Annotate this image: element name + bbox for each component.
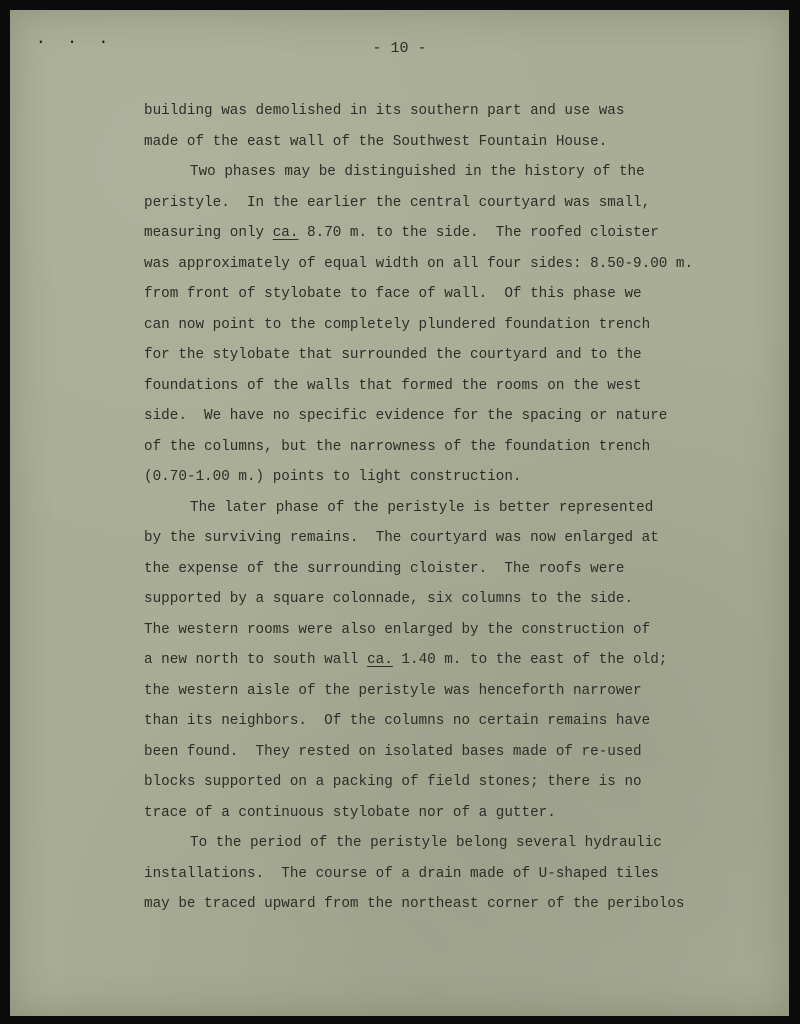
line-segment: building was demolished in its southern part and use was bbox=[144, 103, 625, 119]
line-segment: foundations of the walls that formed the rooms on the west bbox=[144, 377, 642, 394]
line-segment: made of the east wall of the Southwest Fountain House. bbox=[144, 133, 608, 150]
text-line bbox=[144, 96, 784, 127]
text-line bbox=[144, 828, 784, 859]
line-segment: blocks supported on a packing of field stones; there is no bbox=[144, 774, 642, 790]
text-line bbox=[144, 767, 784, 798]
line-segment: may be traced upward from the northeast corner of the peribolos bbox=[144, 896, 685, 912]
line-segment: the expense of the surrounding cloister. The roofs were bbox=[144, 560, 625, 577]
line-segment: can now point to the completely plundered foundation trench bbox=[144, 316, 651, 333]
underlined-abbreviation: ca. bbox=[367, 652, 393, 668]
corner-marks: . . . bbox=[36, 28, 115, 47]
line-segment: by the surviving remains. The courtyard was now enlarged at bbox=[144, 530, 659, 546]
line-segment: The later phase of the peristyle is better represented bbox=[190, 499, 654, 516]
body-text bbox=[144, 96, 784, 920]
line-segment: than its neighbors. Of the columns no certain remains have bbox=[144, 713, 651, 729]
text-line bbox=[144, 645, 784, 676]
text-line bbox=[144, 889, 784, 920]
text-line bbox=[144, 249, 784, 280]
typewritten-page bbox=[10, 10, 789, 1016]
text-line bbox=[144, 706, 784, 737]
line-segment: 1.40 m. to the east of the old; bbox=[392, 652, 668, 668]
line-segment: the western aisle of the peristyle was henceforth narrower bbox=[144, 682, 642, 699]
text-line bbox=[144, 584, 784, 615]
text-line bbox=[144, 615, 784, 646]
page-number: - 10 - bbox=[372, 40, 427, 57]
text-line bbox=[144, 737, 784, 768]
line-segment: installations. The course of a drain made of U-shaped tiles bbox=[144, 865, 659, 882]
text-line bbox=[144, 127, 784, 158]
text-line bbox=[144, 432, 784, 463]
text-line bbox=[144, 462, 784, 493]
text-line bbox=[144, 340, 784, 371]
underlined-abbreviation: ca. bbox=[272, 225, 299, 241]
line-segment: measuring only bbox=[144, 225, 273, 241]
line-segment: a new north to south wall bbox=[144, 652, 368, 668]
line-segment: To the period of the peristyle belong several hydraulic bbox=[190, 835, 662, 851]
line-segment: from front of stylobate to face of wall. Of this phase we bbox=[144, 286, 642, 302]
text-line bbox=[144, 371, 784, 402]
text-line bbox=[144, 279, 784, 310]
line-segment: for the stylobate that surrounded the courtyard and to the bbox=[144, 347, 642, 363]
line-segment: (0.70-1.00 m.) points to light construction. bbox=[144, 469, 522, 485]
text-line bbox=[144, 218, 784, 249]
line-segment: supported by a square colonnade, six columns to the side. bbox=[144, 591, 634, 607]
text-line bbox=[144, 676, 784, 707]
line-segment: trace of a continuous stylobate nor of a gutter. bbox=[144, 804, 556, 821]
line-segment: The western rooms were also enlarged by the construction of bbox=[144, 621, 651, 638]
text-line bbox=[144, 157, 784, 188]
line-segment: was approximately of equal width on all four sides: 8.50-9.00 m. bbox=[144, 255, 694, 272]
line-segment: been found. They rested on isolated bases made of re-used bbox=[144, 743, 642, 760]
text-line bbox=[144, 554, 784, 585]
text-line bbox=[144, 798, 784, 829]
text-line bbox=[144, 859, 784, 890]
text-line bbox=[144, 523, 784, 554]
line-segment: 8.70 m. to the side. The roofed cloister bbox=[298, 225, 659, 241]
text-line bbox=[144, 493, 784, 524]
line-segment: of the columns, but the narrowness of the foundation trench bbox=[144, 438, 651, 455]
line-segment: peristyle. In the earlier the central courtyard was small, bbox=[144, 194, 651, 211]
text-line bbox=[144, 310, 784, 341]
text-line bbox=[144, 401, 784, 432]
text-line bbox=[144, 188, 784, 219]
line-segment: Two phases may be distinguished in the history of the bbox=[190, 164, 645, 180]
line-segment: side. We have no specific evidence for the spacing or nature bbox=[144, 408, 668, 424]
